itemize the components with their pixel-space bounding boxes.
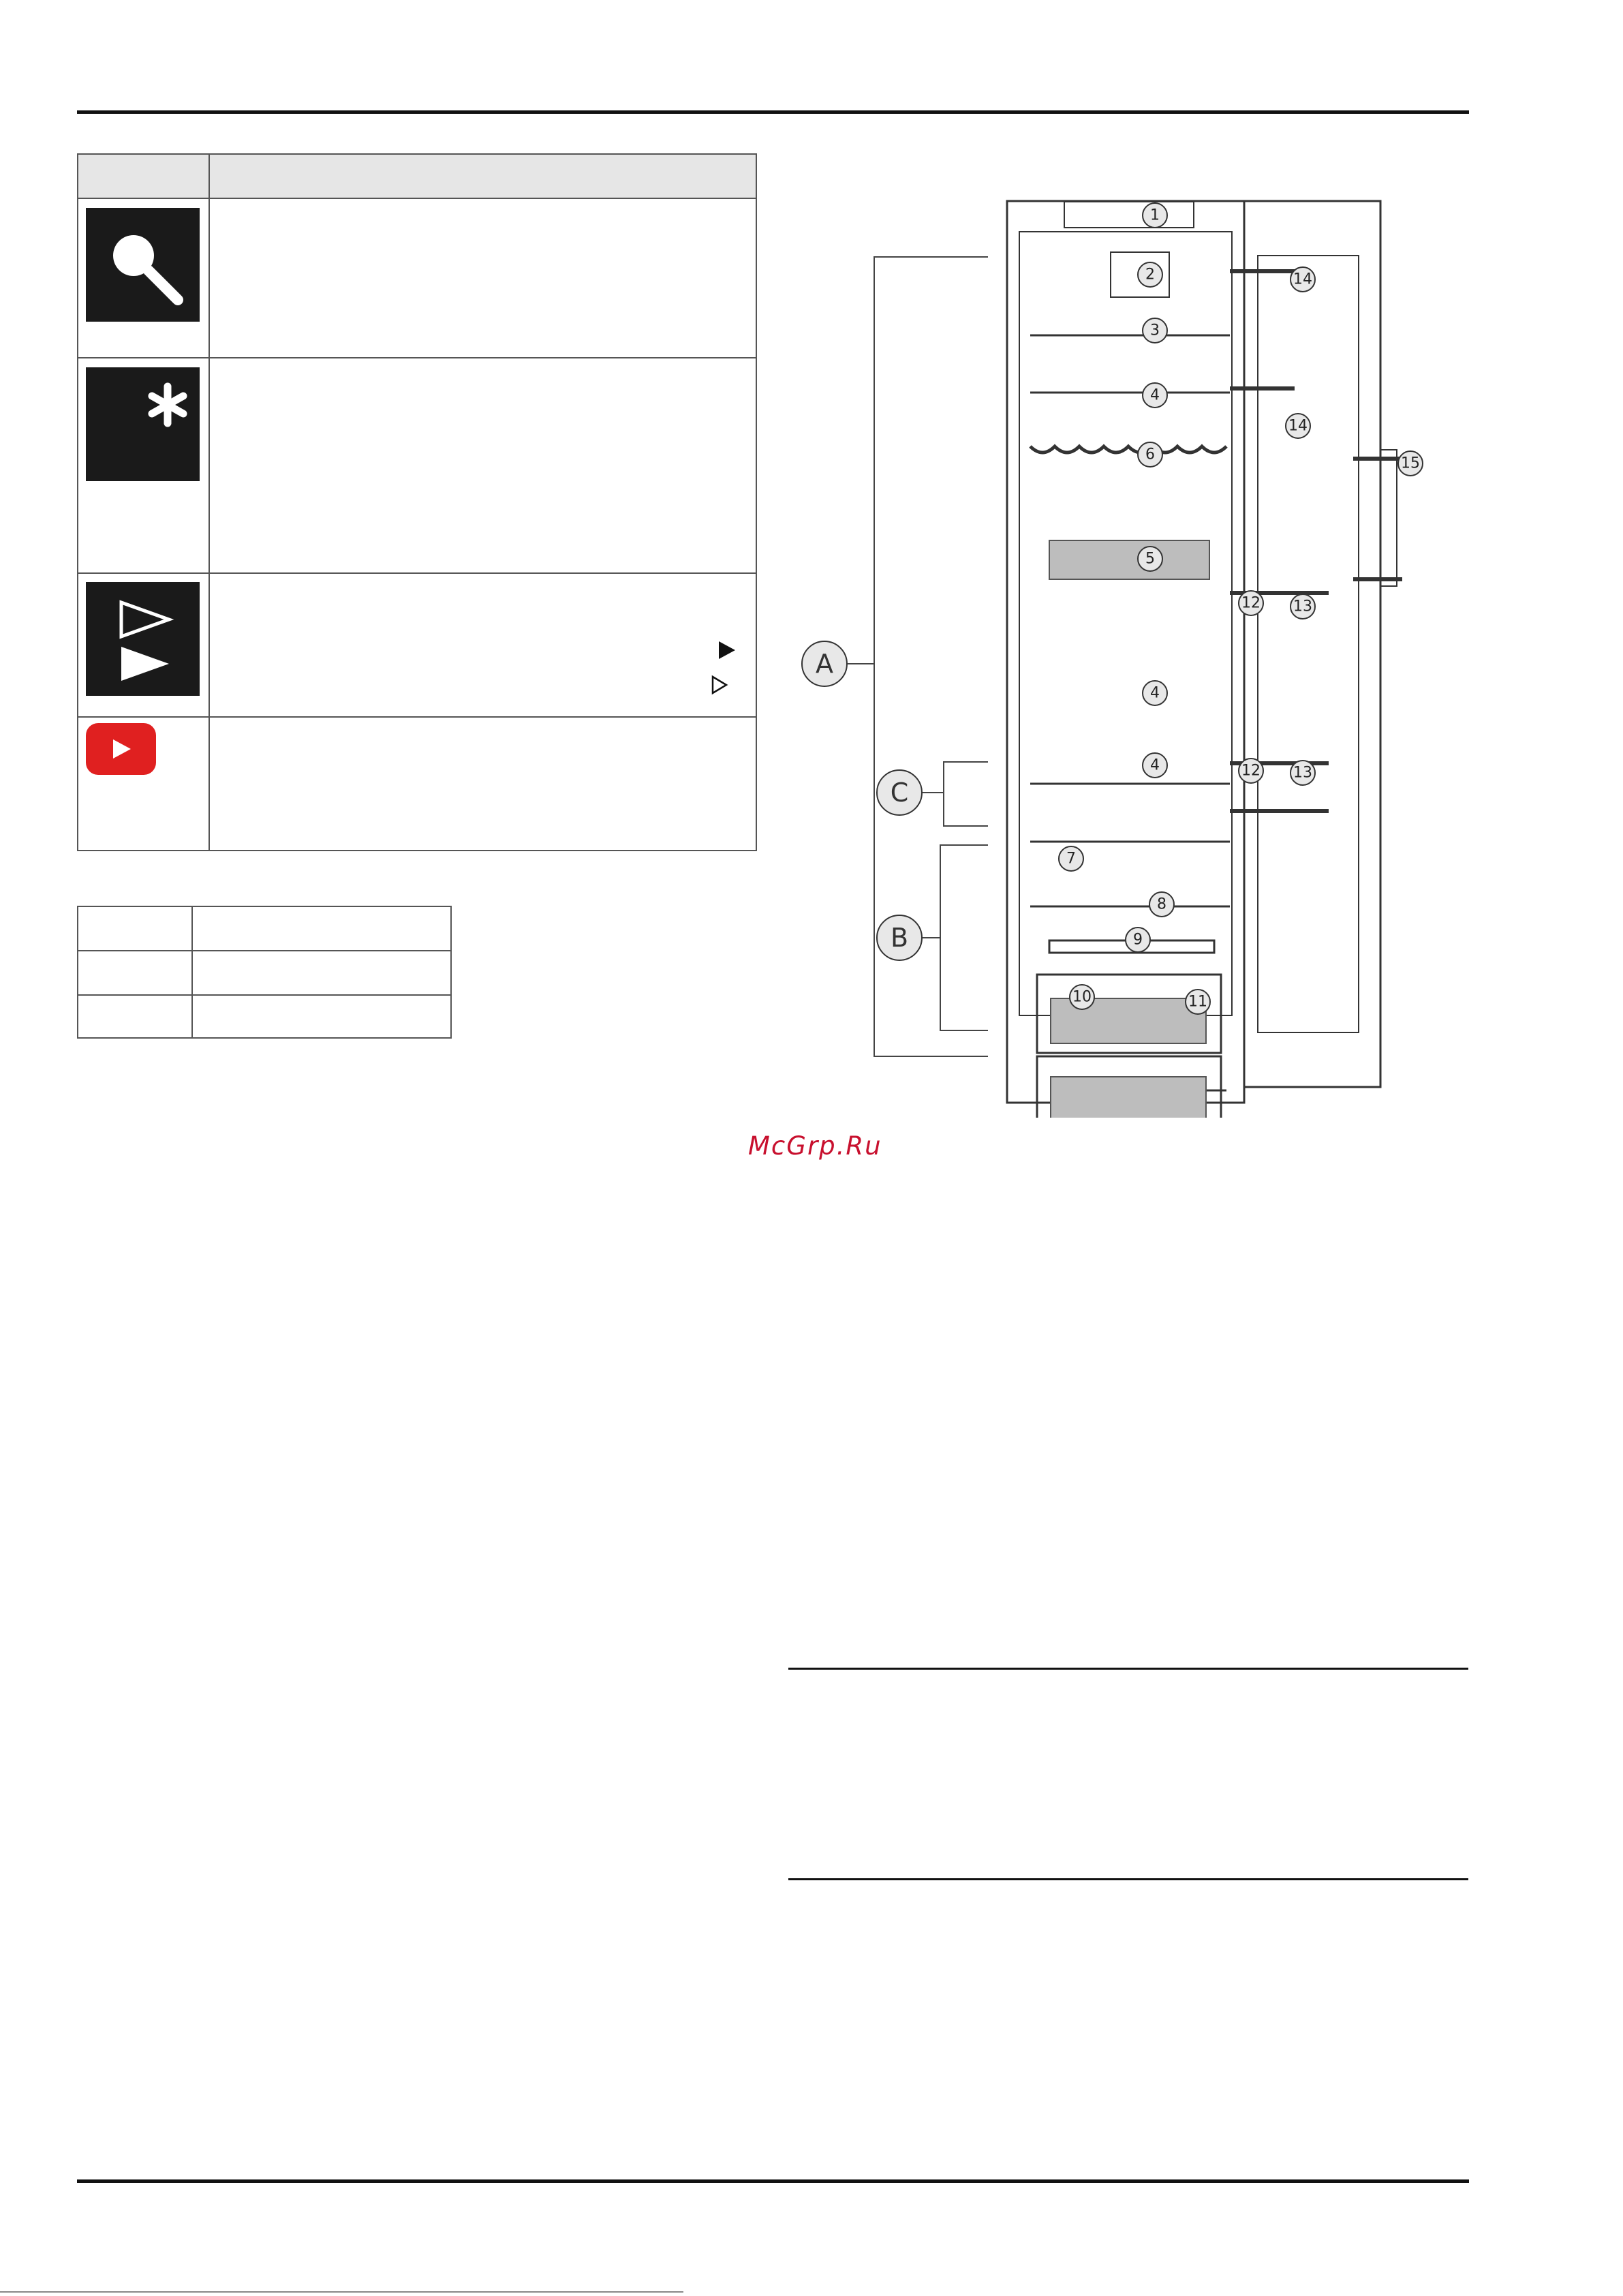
cell: [78, 907, 193, 950]
fridge-diagram: [777, 191, 1431, 1118]
door-outline: [1244, 201, 1380, 1087]
callout-number: 14: [1288, 417, 1308, 435]
symbol-cell: [78, 358, 210, 572]
drawer-front-10-11: [1051, 1077, 1206, 1118]
callout-number: 7: [1066, 850, 1076, 868]
callouts: [1059, 203, 1423, 1014]
symbol-row-steps: [78, 574, 756, 718]
youtube-icon[interactable]: [86, 723, 156, 775]
symbol-row-video: [78, 718, 756, 850]
callout-number: 11: [1188, 993, 1207, 1011]
callout-number: 15: [1401, 455, 1420, 472]
magnifier-icon: [86, 208, 200, 322]
explanation-cell: [210, 574, 756, 716]
callout-number: 4: [1150, 386, 1160, 404]
section-rule: [788, 1668, 1468, 1670]
symbol-row-magnifier: [78, 199, 756, 358]
cell: [193, 907, 450, 950]
callout-number: 3: [1150, 322, 1160, 339]
filled-triangle-icon: [719, 641, 735, 659]
small-table-row: [78, 996, 450, 1037]
explanation-cell: [210, 718, 756, 850]
section-rule: [788, 1878, 1468, 1880]
header-rule: [77, 110, 1469, 114]
bracket-b: [940, 845, 988, 1030]
header-cell-explanation: [210, 155, 756, 198]
callout-number: 2: [1145, 266, 1155, 284]
cell: [78, 951, 193, 994]
zone-label: B: [890, 923, 909, 953]
zone-labels: [802, 641, 922, 960]
callout-number: 4: [1150, 684, 1160, 702]
symbol-row-asterisk: [78, 358, 756, 574]
cabinet-inner: [1019, 232, 1232, 1015]
small-table-row: [78, 951, 450, 996]
explanation-cell: [210, 358, 756, 572]
symbol-table: [77, 153, 757, 851]
step-arrows-icon: [86, 582, 200, 696]
symbol-cell: [78, 574, 210, 716]
control-panel: [1064, 202, 1194, 228]
watermark: McGrp.Ru: [748, 1131, 882, 1161]
handle: [1380, 450, 1397, 586]
header-cell-symbol: [78, 155, 210, 198]
small-table: [77, 906, 452, 1039]
callout-number: 4: [1150, 756, 1160, 774]
door-inner: [1258, 256, 1359, 1032]
callout-number: 13: [1293, 764, 1312, 782]
cell: [78, 996, 193, 1037]
small-table-row: [78, 907, 450, 951]
symbol-cell: [78, 199, 210, 357]
callout-number: 6: [1145, 446, 1155, 463]
callout-number: 12: [1241, 594, 1261, 612]
callout-number: 1: [1150, 206, 1160, 224]
callout-number: 13: [1293, 598, 1312, 615]
bracket-c: [944, 762, 988, 826]
symbol-table-header: [78, 155, 756, 199]
symbol-cell: [78, 718, 210, 850]
cell: [193, 996, 450, 1037]
bottle-rack: [1030, 446, 1226, 453]
footer-line: [0, 2291, 683, 2293]
explanation-cell: [210, 199, 756, 357]
outline-triangle-icon: [711, 675, 728, 695]
asterisk-icon: [86, 367, 200, 481]
callout-number: 10: [1072, 988, 1092, 1006]
storage-box-5: [1049, 540, 1209, 579]
footer-rule: [77, 2179, 1469, 2183]
callout-number: 14: [1293, 271, 1312, 288]
callout-number: 9: [1133, 931, 1143, 949]
callout-number: 12: [1241, 762, 1261, 780]
zone-label: C: [890, 778, 909, 808]
zone-label: A: [816, 649, 833, 679]
callout-number: 8: [1157, 896, 1166, 913]
callout-number: 5: [1145, 550, 1155, 568]
cell: [193, 951, 450, 994]
